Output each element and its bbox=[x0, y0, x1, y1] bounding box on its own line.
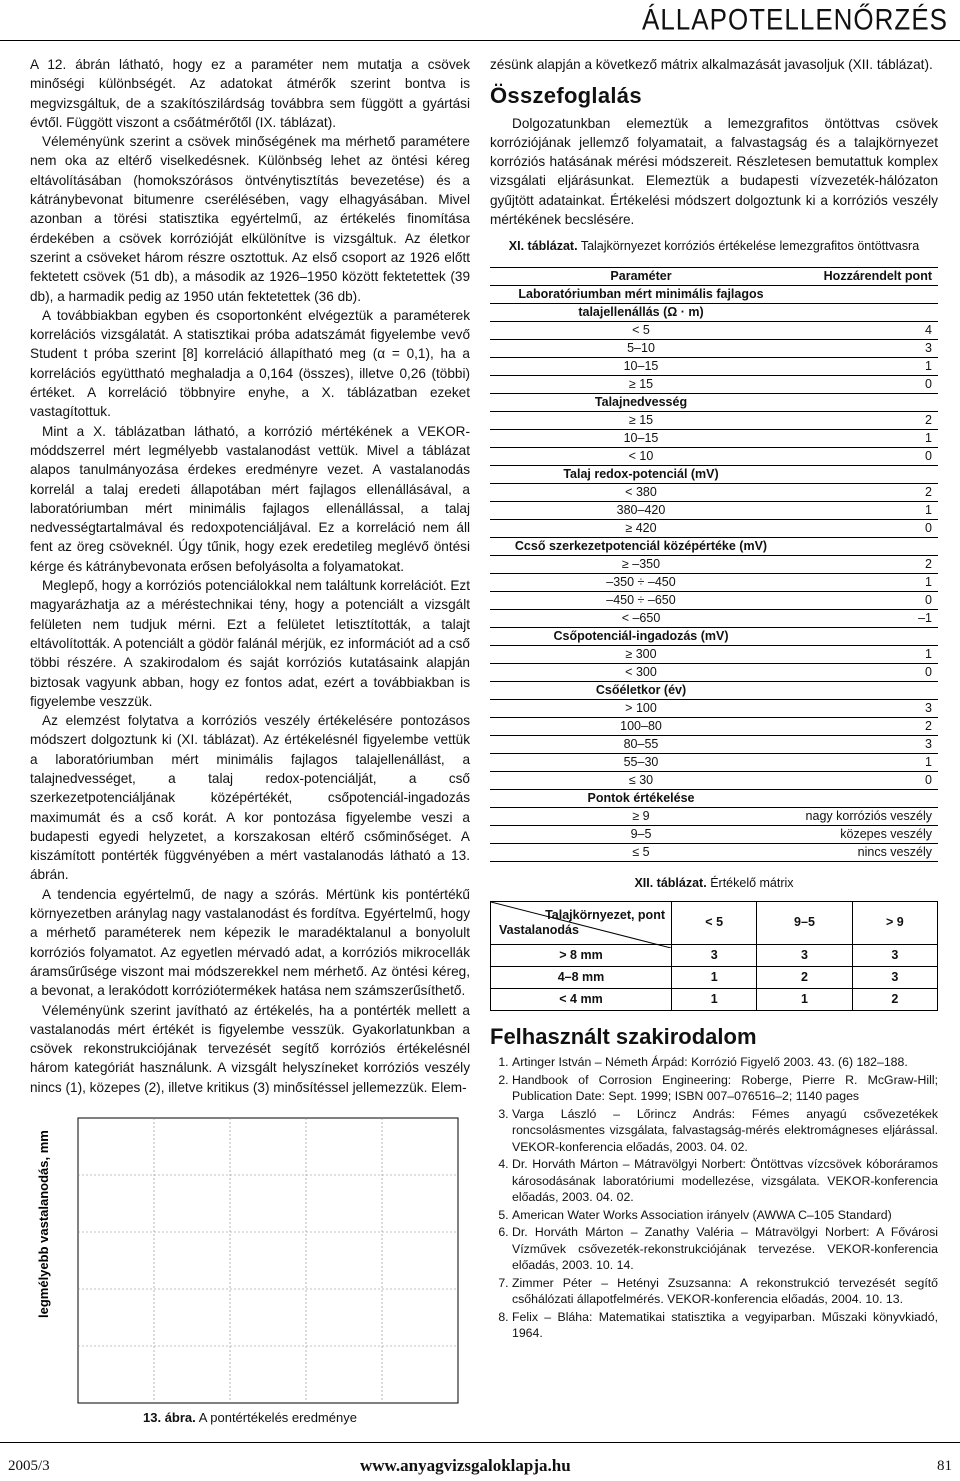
table-row bbox=[490, 519, 938, 537]
paragraph: Véleményünk szerint javítható az értékelés, ha a pontérték mellett a vastalanodás mért értékét is figyelembe vesszük. Gyakorlatunkban a csövek rekonstrukciójának tervezését segítő korróziós értékelésnél három kategóriát használunk. A vizsgált helyszíneket korróziós veszély nincs (1), közepes (2), illetve kritikus (3) minősítéssel jellemezzük. Elem- bbox=[30, 1002, 470, 1095]
reference-item: 2. Handbook of Corrosion Engineering: Roberge, Pierre R. McGraw-Hill; Publication Date: Sept. 1999; ISBN 007–076516–2; 1140 pages bbox=[512, 1072, 938, 1105]
table-row bbox=[490, 573, 938, 591]
parameter-cell: 10–15 bbox=[490, 429, 792, 447]
table-section-row bbox=[490, 465, 938, 483]
matrix-cell: 3 bbox=[757, 944, 852, 966]
points-cell bbox=[792, 465, 938, 483]
figure-13 bbox=[30, 1108, 470, 1408]
points-cell: nincs veszély bbox=[792, 843, 938, 861]
matrix-row-label: < 4 mm bbox=[491, 988, 672, 1010]
points-cell: 2 bbox=[792, 483, 938, 501]
parameter-cell: ≤ 30 bbox=[490, 771, 792, 789]
matrix-corner-top: Talajkörnyezet, pont bbox=[545, 907, 665, 922]
table-row bbox=[490, 321, 938, 339]
points-cell bbox=[792, 303, 938, 321]
page-number: 81 bbox=[937, 1458, 952, 1474]
reference-item: 5. American Water Works Association irányelv (AWWA C–105 Standard) bbox=[512, 1207, 938, 1224]
paragraph: A továbbiakban egyben és csoportonként elvégeztük a paraméterek korrelációs vizsgálatát. A statisztikai próba adatszámát figyelembe vevő Student t próba szerint [8] korreláció állapítható meg (α = 0,1), ha a korrelációs együttható meghaladja a 0,164 (összes), illetve 0,26 (többi) értéket. A korreláció többnyire enyhe, a X. táblázatban ezeket vastagítottuk. bbox=[30, 307, 470, 420]
points-cell: 1 bbox=[792, 501, 938, 519]
parameter-cell: 9–5 bbox=[490, 825, 792, 843]
points-cell: 0 bbox=[792, 375, 938, 393]
points-cell: 2 bbox=[792, 411, 938, 429]
points-cell bbox=[792, 537, 938, 555]
parameter-cell: Ccső szerkezetpotenciál középértéke (mV) bbox=[490, 537, 792, 555]
parameter-cell: < 300 bbox=[490, 663, 792, 681]
matrix-col-header: 9–5 bbox=[757, 901, 852, 944]
table-row bbox=[490, 447, 938, 465]
table-11-label: XI. táblázat. bbox=[508, 239, 578, 254]
parameter-cell: –350 ÷ –450 bbox=[490, 573, 792, 591]
points-cell: 2 bbox=[792, 717, 938, 735]
reference-item: 4. Dr. Horváth Márton – Mátravölgyi Norbert: Öntöttvas vízcsövek kóboráramos károsodásának laboratóriumi modellezése, vizsgálata. VEKOR-konferencia előadás, 2003. 04. 02. bbox=[512, 1156, 938, 1206]
paragraph: Meglepő, hogy a korróziós potenciálokkal nem találtunk korrelációt. Ezt magyarázhatja az a méréstechnikai tény, hogy a potenciált a vizsgált felületen nem tudjuk mérni. Ezt a felületet letisztították, a talajt eltávolították. A potenciált a gödör falánál mérjük, ez információt ad a cső többi részére. A szakirodalom és saját korróziós kutatásaink alapján biztosak vagyunk abban, hogy ez fontos adat, ezért a továbbiakban is figyelembe veszzük. bbox=[30, 578, 470, 709]
parameter-cell: < 380 bbox=[490, 483, 792, 501]
points-cell: 0 bbox=[792, 663, 938, 681]
table-12-caption bbox=[490, 874, 938, 893]
table-12-title: Értékelő mátrix bbox=[710, 875, 794, 890]
parameter-cell: Talaj redox-potenciál (mV) bbox=[490, 465, 792, 483]
parameter-cell: 5–10 bbox=[490, 339, 792, 357]
points-cell: 1 bbox=[792, 573, 938, 591]
table-row bbox=[490, 411, 938, 429]
parameter-cell: ≥ 15 bbox=[490, 411, 792, 429]
parameter-cell: 10–15 bbox=[490, 357, 792, 375]
table-12-label: XII. táblázat. bbox=[634, 875, 707, 890]
parameter-cell: 100–80 bbox=[490, 717, 792, 735]
reference-item: 3. Varga László – Lőrincz András: Fémes anyagú csővezetékek roncsolásmentes vizsgálata, falvastagság-mérés elektromágneses eljárással. VEKOR-konferencia előadás, 2003. 04. 02. bbox=[512, 1106, 938, 1156]
points-cell: nagy korróziós veszély bbox=[792, 807, 938, 825]
paragraph: Az elemzést folytatva a korróziós veszély értékelésére pontozásos módszert dolgoztunk ki (XI. táblázat). Az értékelésnél figyelembe vettük a laboratóriumban mért minimális fajlagos talajellenállást, a talajnedvességet, a talaj redox-potenciálját, a cső szerkezetpotenciáljának középértékét, csőpotenciál-ingadozás maximumát és a cső korát. A kor pontozása figyelembe veszi a budapesti egyedi helyzetet, a korszakosan eltérő csőminőséget. A kiszámított pontérték függvényében a mért vastalanodás látható a 13. ábrán. bbox=[30, 713, 470, 883]
reference-item: 7. Zimmer Péter – Hetényi Zsuzsanna: A rekonstrukció tervezését segítő csőhálózati állapotfelmérés. VEKOR-konferencia előadás, 2004. 10. 13. bbox=[512, 1275, 938, 1308]
table-section-row bbox=[490, 393, 938, 411]
reference-item: 6. Dr. Horváth Márton – Zanathy Valéria – Mátravölgyi Norbert: A Fővárosi Vízművek csővezeték-rekonstrukciójának tervezése. VEKOR-konferencia előadás, 2003. 10. 14. bbox=[512, 1224, 938, 1274]
matrix-cell: 1 bbox=[672, 988, 757, 1010]
references-list bbox=[490, 1054, 938, 1342]
table-row bbox=[490, 735, 938, 753]
table-11-caption bbox=[490, 237, 938, 256]
matrix-cell: 3 bbox=[852, 944, 937, 966]
points-cell: 2 bbox=[792, 555, 938, 573]
parameter-cell: Talajnedvesség bbox=[490, 393, 792, 411]
table-row bbox=[490, 717, 938, 735]
reference-item: 8. Felix – Bláha: Matematikai statisztika a vegyiparban. Műszaki könyvkiadó, 1964. bbox=[512, 1309, 938, 1342]
table-section-row bbox=[490, 789, 938, 807]
page-footer bbox=[0, 1440, 960, 1481]
parameter-cell: Csőpotenciál-ingadozás (mV) bbox=[490, 627, 792, 645]
parameter-cell: ≥ –350 bbox=[490, 555, 792, 573]
table-row bbox=[490, 375, 938, 393]
journal-url[interactable]: www.anyagvizsgaloklapja.hu bbox=[360, 1456, 571, 1475]
table-12 bbox=[490, 901, 938, 1011]
paragraph: zésünk alapján a következő mátrix alkalmazását javasoljuk (XII. táblázat). bbox=[490, 57, 933, 72]
table-row bbox=[490, 483, 938, 501]
column-header: Hozzárendelt pont bbox=[792, 267, 938, 285]
parameter-cell: 55–30 bbox=[490, 753, 792, 771]
parameter-cell: Laboratóriumban mért minimális fajlagos bbox=[490, 285, 792, 303]
paragraph: A 12. ábrán látható, hogy ez a paraméter nem mutatja a csövek minőségi különbségét. Az adatokat átmérők szerint bontva is megvizsgáltuk, de a szakítószilárdság továbbra sem függött a gyártási évtől. Függött viszont a csőátmérőtől (IX. táblázat). bbox=[30, 57, 470, 130]
page-header bbox=[0, 0, 960, 42]
paragraph: Véleményünk szerint a csövek minőségének ma mérhető paramétere nem oka az eltérő viselkedésnek. Különbség lehet az öntési kéreg eltávolításában (homokszórásos öntvénytisztítás bevezetése) és a kátránybevonat bitumenre cserélésében, vagy elhagyásában. Mivel azonban a törési statisztika egyértelmű, az értékelés finomítása érdekében a csövek korrózióját elkülönítve is vizsgáltuk. Az életkor szerint a csöveket három részre osztottuk. Az első csoport az 1926 előtt fektetett csövek (51 db), a második az 1926–1950 között fektetettek (39 db), a harmadik pedig az 1950 után fektetettek (36 db). bbox=[30, 134, 470, 304]
table-row bbox=[490, 807, 938, 825]
table-row bbox=[490, 339, 938, 357]
points-cell: 0 bbox=[792, 591, 938, 609]
matrix-cell: 2 bbox=[757, 966, 852, 988]
table-row bbox=[490, 843, 938, 861]
matrix-corner-bottom: Vastalanodás bbox=[499, 922, 579, 937]
table-section-row bbox=[490, 627, 938, 645]
section-title-header: ÁLLAPOTELLENŐRZÉS bbox=[642, 1, 948, 37]
table-section-row bbox=[490, 681, 938, 699]
right-column bbox=[490, 55, 938, 1343]
column-header: Paraméter bbox=[490, 267, 792, 285]
points-cell bbox=[792, 393, 938, 411]
parameter-cell: ≥ 300 bbox=[490, 645, 792, 663]
points-cell: 0 bbox=[792, 771, 938, 789]
header-rule bbox=[0, 40, 960, 41]
parameter-cell: < 5 bbox=[490, 321, 792, 339]
parameter-cell: Pontok értékelése bbox=[490, 789, 792, 807]
table-section-row bbox=[490, 303, 938, 321]
table-row bbox=[490, 771, 938, 789]
points-cell: 1 bbox=[792, 357, 938, 375]
matrix-col-header: < 5 bbox=[672, 901, 757, 944]
points-cell: 0 bbox=[792, 519, 938, 537]
matrix-cell: 3 bbox=[672, 944, 757, 966]
matrix-row bbox=[491, 966, 938, 988]
points-cell: 3 bbox=[792, 699, 938, 717]
parameter-cell: 80–55 bbox=[490, 735, 792, 753]
table-row bbox=[490, 609, 938, 627]
points-cell: közepes veszély bbox=[792, 825, 938, 843]
reference-item: 1. Artinger István – Németh Árpád: Korrózió Figyelő 2003. 43. (6) 182–188. bbox=[512, 1054, 938, 1071]
table-11-title: Talajkörnyezet korróziós értékelése lemezgrafitos öntöttvasra bbox=[580, 239, 920, 254]
table-row bbox=[490, 501, 938, 519]
matrix-col-header: > 9 bbox=[852, 901, 937, 944]
points-cell: 4 bbox=[792, 321, 938, 339]
matrix-corner-cell bbox=[491, 901, 672, 944]
points-cell bbox=[792, 681, 938, 699]
points-cell: 3 bbox=[792, 339, 938, 357]
matrix-cell: 1 bbox=[672, 966, 757, 988]
matrix-row-label: 4–8 mm bbox=[491, 966, 672, 988]
table-row bbox=[490, 429, 938, 447]
points-cell bbox=[792, 285, 938, 303]
scatter-plot-frame bbox=[30, 1108, 470, 1408]
table-section-row bbox=[490, 537, 938, 555]
table-row bbox=[490, 753, 938, 771]
parameter-cell: ≥ 420 bbox=[490, 519, 792, 537]
parameter-cell: ≤ 5 bbox=[490, 843, 792, 861]
table-section-row bbox=[490, 285, 938, 303]
matrix-row bbox=[491, 988, 938, 1010]
left-column bbox=[30, 55, 470, 1097]
figure-caption bbox=[30, 1410, 470, 1425]
summary-heading: Összefoglalás bbox=[490, 83, 642, 109]
figure-caption-label: 13. ábra. bbox=[143, 1410, 196, 1425]
parameter-cell: Csőéletkor (év) bbox=[490, 681, 792, 699]
parameter-cell: > 100 bbox=[490, 699, 792, 717]
paragraph: Mint a X. táblázatban látható, a korrózió mértékének a VEKOR-móddszerrel mért legmélyebb vastalanodást vettük. Mivel a táblázat alapos tanulmányozása érdekes eredményre vezet. A vastalanodás korrelál a talaj eredeti állapotában mért fajlagos ellenállásával, a laboratóriumban mért minimális fajlagos ellenállással, a talaj nedvességtartalmával és redoxpotenciáljával. Ez a korreláció nem áll fent az öreg csöveknél. Úgy tűnik, hogy ezek eredetileg meglévő öntési kérge és kátránybevonata erősen befolyásolta a folyamatokat. bbox=[30, 423, 470, 574]
points-cell: 1 bbox=[792, 645, 938, 663]
points-cell bbox=[792, 627, 938, 645]
parameter-cell: talajellenállás (Ω · m) bbox=[490, 303, 792, 321]
matrix-cell: 3 bbox=[852, 966, 937, 988]
references-heading: Felhasznált szakirodalom bbox=[490, 1023, 757, 1049]
points-cell: 1 bbox=[792, 429, 938, 447]
table-header-row bbox=[490, 267, 938, 285]
matrix-row-label: > 8 mm bbox=[491, 944, 672, 966]
table-row bbox=[490, 663, 938, 681]
footer-rule bbox=[0, 1442, 960, 1443]
points-cell: 3 bbox=[792, 735, 938, 753]
table-row bbox=[490, 591, 938, 609]
points-cell bbox=[792, 789, 938, 807]
points-cell: 0 bbox=[792, 447, 938, 465]
summary-paragraph: Dolgozatunkban elemeztük a lemezgrafitos öntöttvas csövek korróziójának jellemző folyamatait, a falvastagság és a talajkörnyezet korróziós hatásának mérési módszereit. Részletesen bemutattuk komplex vizsgálati eljárásunkat. Elemeztük a budapesti vízvezeték-hálózaton gyűjtött adatainkat. Értékelési módszert dolgoztunk ki a korróziós veszély mértékének becslésére. bbox=[490, 115, 938, 228]
table-11 bbox=[490, 267, 938, 862]
parameter-cell: ≥ 15 bbox=[490, 375, 792, 393]
parameter-cell: < 10 bbox=[490, 447, 792, 465]
points-cell: 1 bbox=[792, 753, 938, 771]
parameter-cell: ≥ 9 bbox=[490, 807, 792, 825]
table-row bbox=[490, 555, 938, 573]
y-axis-label: legmélyebb vastalanodás, mm bbox=[36, 1130, 51, 1318]
issue-number: 2005/3 bbox=[8, 1458, 50, 1474]
parameter-cell: –450 ÷ –650 bbox=[490, 591, 792, 609]
matrix-cell: 1 bbox=[757, 988, 852, 1010]
table-row bbox=[490, 825, 938, 843]
parameter-cell: 380–420 bbox=[490, 501, 792, 519]
paragraph: A tendencia egyértelmű, de nagy a szórás. Mértünk kis pontértékű környezetben aránylag nagy vastalanodást és fordítva. Egyértelmű, hogy a mérhető paraméterek nem képezik le maradéktalanul a bonyolult korróziós folyamatot. Az egyetlen mérvadó adat, a korróziós mikrocellák áramsűrűsége viszont mai módszerekkel nem mérhető. Az öntési kéreg, a bevonat, a lerakódott korróziótermékek hatása nem számszerűsíthető. bbox=[30, 886, 470, 999]
table-row bbox=[490, 357, 938, 375]
points-cell: –1 bbox=[792, 609, 938, 627]
table-row bbox=[490, 699, 938, 717]
matrix-cell: 2 bbox=[852, 988, 937, 1010]
parameter-cell: < –650 bbox=[490, 609, 792, 627]
table-row bbox=[490, 645, 938, 663]
figure-caption-text: A pontértékelés eredménye bbox=[198, 1410, 357, 1425]
